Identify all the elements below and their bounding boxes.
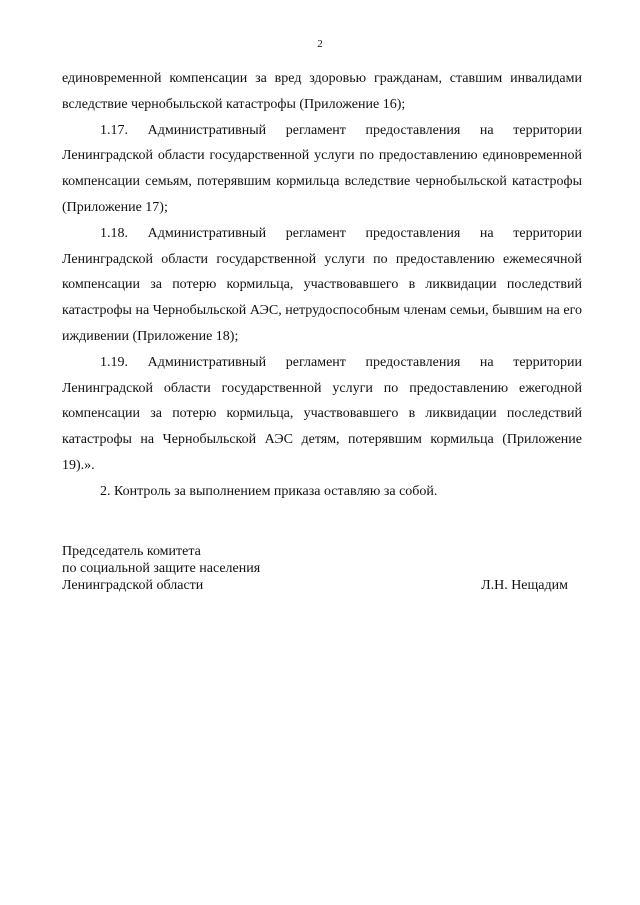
paragraph-1-18: 1.18. Административный регламент предоставления на территории Ленинградской области государственной услуги по предоставлению ежемесячной компенсации за потерю кормильца, участвовавшего в ликвидации последствий катастрофы на Чернобыльской АЭС, нетрудоспособным членам семьи, бывшим на его иждивении (Приложение 18); — [62, 225, 582, 344]
signatory-name: Л.Н. Нещадим — [481, 578, 568, 593]
paragraph-1-17: 1.17. Административный регламент предоставления на территории Ленинградской области государственной услуги по предоставлению единовременной компенсации семьям, потерявшим кормильца вследствие чернобыльской катастрофы (Приложение 17); — [62, 122, 582, 215]
signatory-position-line-1: Председатель комитета — [62, 544, 201, 559]
document-body — [62, 66, 582, 505]
page-number: 2 — [317, 38, 323, 50]
signature-block — [62, 543, 568, 594]
paragraph-1-19: 1.19. Административный регламент предоставления на территории Ленинградской области государственной услуги по предоставлению ежегодной компенсации за потерю кормильца, участвовавшего в ликвидации последствий катастрофы на Чернобыльской АЭС детям, потерявшим кормильца (Приложение 19).». — [62, 354, 582, 473]
signatory-last-line — [62, 577, 568, 594]
paragraph-2-control: 2. Контроль за выполнением приказа оставляю за собой. — [100, 483, 438, 499]
signatory-position-line-3: Ленинградской области — [62, 578, 204, 593]
signatory-position-line-2: по социальной защите населения — [62, 561, 261, 576]
paragraph-continuation: единовременной компенсации за вред здоровью гражданам, ставшим инвалидами вследствие чернобыльской катастрофы (Приложение 16); — [62, 71, 582, 112]
